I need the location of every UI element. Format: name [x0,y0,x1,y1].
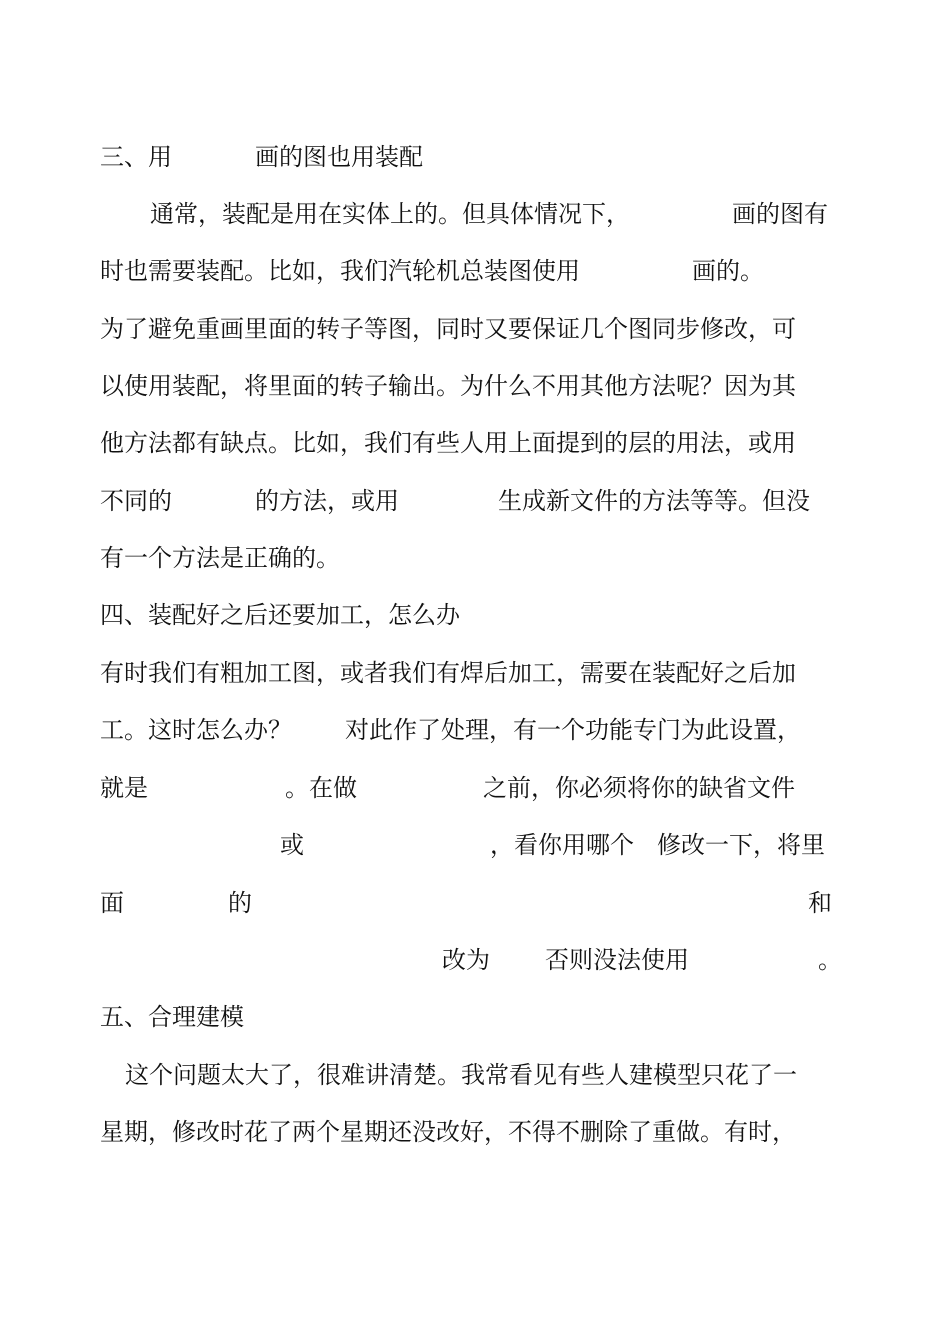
text-segment: 否则没法使用 [545,946,689,974]
paragraph-line [100,1103,835,1161]
text-segment: 的 [228,889,252,917]
paragraph-line [100,472,835,530]
paragraph-line [100,644,835,702]
paragraph-line [100,1046,835,1104]
text-segment: 这个问题太大了，很难讲清楚。我常看见有些人建模型只花了一 [125,1061,797,1089]
paragraph-line [100,874,835,932]
heading-section-5 [100,988,835,1046]
text-segment: 改为 [442,946,490,974]
text-segment: 画的。 [692,257,764,285]
paragraph-line [100,931,842,989]
paragraph-line [100,185,835,243]
paragraph-line [100,242,835,300]
text-segment: 对此作了处理，有一个功能专门为此设置， [345,716,801,744]
text-segment: 不同的 [100,487,172,515]
text-segment: 通常，装配是用在实体上的。但具体情况下， [150,200,630,228]
paragraph-line [100,414,835,472]
heading-section-4 [100,586,835,644]
text-segment: 星期，修改时花了两个星期还没改好，不得不删除了重做。有时， [100,1118,796,1146]
text-segment: 四、装配好之后还要加工，怎么办 [100,601,460,629]
text-segment: 就是 [100,774,148,802]
paragraph-line [100,816,835,874]
text-segment: 画的图也用装配 [255,143,423,171]
text-segment: 或 [280,831,304,859]
text-segment: 三、用 [100,143,172,171]
text-segment: 为了避免重画里面的转子等图，同时又要保证几个图同步修改，可 [100,315,796,343]
paragraph-line [100,357,835,415]
text-segment: 以使用装配，将里面的转子输出。为什么不用其他方法呢？因为其 [100,372,796,400]
text-segment: 和 [808,889,832,917]
text-segment: ，看你用哪个 [490,831,634,859]
text-segment: 生成新文件的方法等等。但没 [498,487,810,515]
text-segment: 画的图有 [732,200,828,228]
text-segment: 。 [818,946,842,974]
paragraph-line [100,300,835,358]
text-segment: 面 [100,889,124,917]
paragraph-line [100,701,835,759]
text-segment: 有一个方法是正确的。 [100,544,340,572]
paragraph-line [100,759,835,817]
text-segment: 五、合理建模 [100,1003,244,1031]
text-segment: 修改一下，将里 [657,831,825,859]
text-segment: 的方法，或用 [255,487,399,515]
text-segment: 工。这时怎么办？ [100,716,292,744]
paragraph-line [100,529,835,587]
text-segment: 之前，你必须将你的缺省文件 [483,774,795,802]
text-segment: 有时我们有粗加工图，或者我们有焊后加工，需要在装配好之后加 [100,659,796,687]
text-segment: 。在做 [285,774,357,802]
text-segment: 时也需要装配。比如，我们汽轮机总装图使用 [100,257,580,285]
heading-section-3 [100,128,835,186]
text-segment: 他方法都有缺点。比如，我们有些人用上面提到的层的用法，或用 [100,429,796,457]
